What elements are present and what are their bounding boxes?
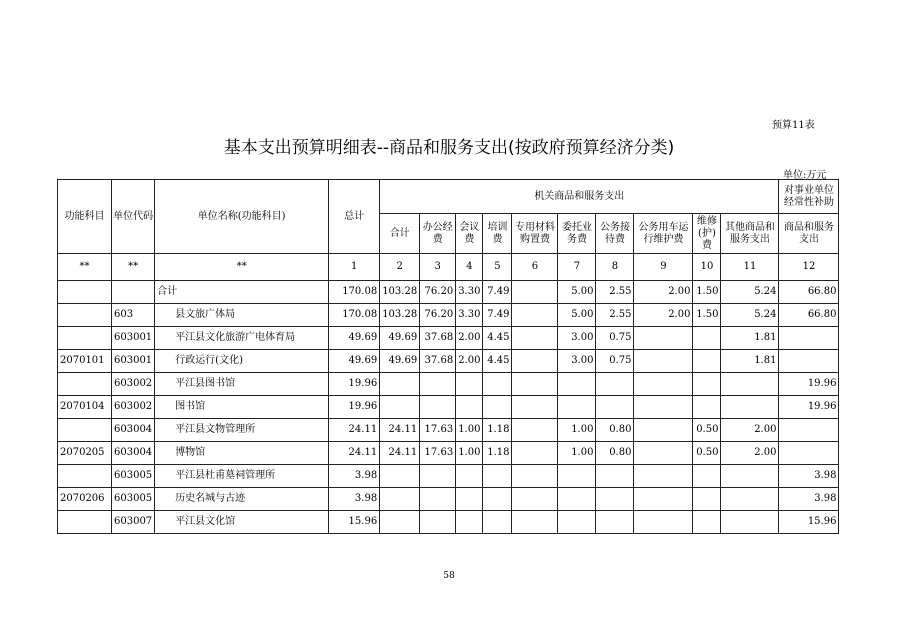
- value-cell: 17.63: [420, 419, 456, 442]
- value-cell: 2.00: [721, 419, 779, 442]
- func-code-cell: [58, 327, 112, 350]
- index-cell: 5: [483, 254, 512, 281]
- unit-name-cell: 合计: [155, 281, 329, 304]
- value-cell: [558, 488, 596, 511]
- value-cell: [634, 442, 693, 465]
- value-cell: [512, 327, 558, 350]
- index-cell: 7: [558, 254, 596, 281]
- table-row: [58, 373, 839, 396]
- value-cell: [483, 396, 512, 419]
- header-col: 其他商品和服务支出: [721, 214, 779, 254]
- value-cell: 0.50: [693, 442, 721, 465]
- unit-code-cell: 603002: [112, 373, 155, 396]
- table-number: 预算11表: [772, 120, 815, 131]
- value-cell: [512, 442, 558, 465]
- value-cell: 5.24: [721, 281, 779, 304]
- value-cell: [721, 488, 779, 511]
- value-cell: 3.00: [558, 327, 596, 350]
- value-cell: 1.50: [693, 304, 721, 327]
- value-cell: 49.69: [329, 327, 380, 350]
- value-cell: [512, 488, 558, 511]
- value-cell: 2.00: [634, 281, 693, 304]
- index-cell: 12: [779, 254, 839, 281]
- value-cell: [420, 373, 456, 396]
- func-code-cell: [58, 511, 112, 534]
- index-cell: 2: [380, 254, 420, 281]
- value-cell: [596, 396, 634, 419]
- value-cell: [420, 465, 456, 488]
- func-code-cell: [58, 373, 112, 396]
- value-cell: 1.00: [558, 419, 596, 442]
- unit-code-cell: 603004: [112, 442, 155, 465]
- value-cell: [558, 511, 596, 534]
- header-total: 总计: [329, 180, 380, 254]
- unit-code-cell: 603007: [112, 511, 155, 534]
- value-cell: [512, 350, 558, 373]
- header-col: 商品和服务支出: [779, 214, 839, 254]
- unit-label: 单位:万元: [783, 170, 827, 181]
- value-cell: [456, 396, 483, 419]
- value-cell: 66.80: [779, 304, 839, 327]
- table-row: [58, 396, 839, 419]
- value-cell: [634, 488, 693, 511]
- value-cell: 49.69: [380, 350, 420, 373]
- index-cell: 10: [693, 254, 721, 281]
- index-cell: **: [112, 254, 155, 281]
- unit-name-cell: 平江县文化馆: [155, 511, 329, 534]
- unit-code-cell: 603001: [112, 350, 155, 373]
- value-cell: 19.96: [329, 396, 380, 419]
- value-cell: 0.80: [596, 442, 634, 465]
- value-cell: [512, 465, 558, 488]
- unit-code-cell: 603001: [112, 327, 155, 350]
- value-cell: 3.30: [456, 281, 483, 304]
- header-col: 培训费: [483, 214, 512, 254]
- value-cell: 103.28: [380, 281, 420, 304]
- value-cell: [721, 511, 779, 534]
- value-cell: [693, 488, 721, 511]
- value-cell: 0.50: [693, 419, 721, 442]
- value-cell: 0.75: [596, 327, 634, 350]
- value-cell: 37.68: [420, 350, 456, 373]
- unit-code-cell: 603004: [112, 419, 155, 442]
- value-cell: 76.20: [420, 304, 456, 327]
- value-cell: [456, 488, 483, 511]
- value-cell: [380, 373, 420, 396]
- value-cell: 1.50: [693, 281, 721, 304]
- value-cell: 2.00: [721, 442, 779, 465]
- value-cell: [483, 511, 512, 534]
- header-col: 委托业务费: [558, 214, 596, 254]
- value-cell: 1.18: [483, 442, 512, 465]
- func-code-cell: 2070104: [58, 396, 112, 419]
- value-cell: 49.69: [380, 327, 420, 350]
- value-cell: [420, 396, 456, 419]
- value-cell: 103.28: [380, 304, 420, 327]
- index-cell: **: [58, 254, 112, 281]
- value-cell: [420, 488, 456, 511]
- value-cell: 3.98: [329, 488, 380, 511]
- value-cell: [779, 442, 839, 465]
- value-cell: 5.00: [558, 281, 596, 304]
- func-code-cell: 2070101: [58, 350, 112, 373]
- value-cell: 3.00: [558, 350, 596, 373]
- value-cell: [512, 419, 558, 442]
- value-cell: [634, 396, 693, 419]
- value-cell: 15.96: [779, 511, 839, 534]
- value-cell: 5.00: [558, 304, 596, 327]
- header-group-subsidy: 对事业单位经常性补助: [779, 180, 839, 214]
- value-cell: [596, 373, 634, 396]
- value-cell: 49.69: [329, 350, 380, 373]
- value-cell: [420, 511, 456, 534]
- value-cell: [596, 511, 634, 534]
- unit-name-cell: 图书馆: [155, 396, 329, 419]
- value-cell: 1.81: [721, 327, 779, 350]
- value-cell: 24.11: [380, 419, 420, 442]
- value-cell: 170.08: [329, 281, 380, 304]
- value-cell: [456, 465, 483, 488]
- value-cell: [512, 373, 558, 396]
- value-cell: [634, 327, 693, 350]
- value-cell: 2.00: [456, 327, 483, 350]
- value-cell: [380, 511, 420, 534]
- func-code-cell: 2070206: [58, 488, 112, 511]
- header-col: 维修(护)费: [693, 214, 721, 254]
- value-cell: [634, 350, 693, 373]
- value-cell: [721, 396, 779, 419]
- table-row: [58, 419, 839, 442]
- unit-code-cell: 603005: [112, 488, 155, 511]
- header-func-code: 功能科目: [58, 180, 112, 254]
- value-cell: 66.80: [779, 281, 839, 304]
- value-cell: 3.98: [779, 465, 839, 488]
- value-cell: 2.00: [456, 350, 483, 373]
- value-cell: [456, 373, 483, 396]
- value-cell: [634, 419, 693, 442]
- value-cell: [693, 350, 721, 373]
- header-unit-name: 单位名称(功能科目): [155, 180, 329, 254]
- value-cell: 15.96: [329, 511, 380, 534]
- value-cell: [558, 396, 596, 419]
- value-cell: 24.11: [380, 442, 420, 465]
- value-cell: [483, 373, 512, 396]
- value-cell: [634, 373, 693, 396]
- value-cell: 7.49: [483, 281, 512, 304]
- value-cell: [380, 488, 420, 511]
- value-cell: 2.55: [596, 281, 634, 304]
- value-cell: [483, 488, 512, 511]
- value-cell: 0.80: [596, 419, 634, 442]
- value-cell: [558, 373, 596, 396]
- unit-name-cell: 平江县文化旅游广电体育局: [155, 327, 329, 350]
- value-cell: 1.00: [558, 442, 596, 465]
- value-cell: [693, 396, 721, 419]
- unit-name-cell: 平江县杜甫墓祠管理所: [155, 465, 329, 488]
- unit-code-cell: 603: [112, 304, 155, 327]
- value-cell: 4.45: [483, 327, 512, 350]
- header-col: 专用材料购置费: [512, 214, 558, 254]
- value-cell: [693, 327, 721, 350]
- func-code-cell: 2070205: [58, 442, 112, 465]
- value-cell: 1.00: [456, 419, 483, 442]
- value-cell: 19.96: [329, 373, 380, 396]
- table-row: [58, 350, 839, 373]
- header-col: 合计: [380, 214, 420, 254]
- value-cell: [693, 373, 721, 396]
- index-cell: 8: [596, 254, 634, 281]
- unit-name-cell: 历史名城与古迹: [155, 488, 329, 511]
- document-title: 基本支出预算明细表--商品和服务支出(按政府预算经济分类): [223, 138, 675, 158]
- value-cell: [779, 419, 839, 442]
- value-cell: 170.08: [329, 304, 380, 327]
- budget-table: [57, 179, 839, 534]
- value-cell: 0.75: [596, 350, 634, 373]
- value-cell: [456, 511, 483, 534]
- value-cell: [596, 488, 634, 511]
- table-row: [58, 465, 839, 488]
- unit-name-cell: 博物馆: [155, 442, 329, 465]
- header-col: 公务用车运行维护费: [634, 214, 693, 254]
- index-row: [58, 254, 839, 281]
- value-cell: 19.96: [779, 396, 839, 419]
- value-cell: 2.55: [596, 304, 634, 327]
- func-code-cell: [58, 304, 112, 327]
- value-cell: [721, 373, 779, 396]
- value-cell: [693, 511, 721, 534]
- value-cell: [380, 396, 420, 419]
- func-code-cell: [58, 281, 112, 304]
- func-code-cell: [58, 465, 112, 488]
- page-number: 58: [443, 571, 455, 581]
- unit-code-cell: [112, 281, 155, 304]
- table-body: [58, 281, 839, 534]
- value-cell: [512, 396, 558, 419]
- table-row: [58, 304, 839, 327]
- value-cell: 2.00: [634, 304, 693, 327]
- header-group-org: 机关商品和服务支出: [380, 180, 779, 214]
- value-cell: 76.20: [420, 281, 456, 304]
- value-cell: [779, 350, 839, 373]
- value-cell: 7.49: [483, 304, 512, 327]
- index-cell: 9: [634, 254, 693, 281]
- header-unit-code: 单位代码: [112, 180, 155, 254]
- value-cell: [512, 281, 558, 304]
- table-row: [58, 327, 839, 350]
- value-cell: [512, 304, 558, 327]
- value-cell: 19.96: [779, 373, 839, 396]
- value-cell: [693, 465, 721, 488]
- index-cell: 3: [420, 254, 456, 281]
- value-cell: 1.18: [483, 419, 512, 442]
- value-cell: [558, 465, 596, 488]
- header-col: 会议费: [456, 214, 483, 254]
- index-cell: 11: [721, 254, 779, 281]
- value-cell: 5.24: [721, 304, 779, 327]
- unit-name-cell: 平江县图书馆: [155, 373, 329, 396]
- index-cell: **: [155, 254, 329, 281]
- value-cell: 3.30: [456, 304, 483, 327]
- table-row: [58, 442, 839, 465]
- table-row: [58, 511, 839, 534]
- value-cell: [596, 465, 634, 488]
- index-cell: 6: [512, 254, 558, 281]
- value-cell: [634, 465, 693, 488]
- value-cell: 24.11: [329, 442, 380, 465]
- value-cell: 3.98: [779, 488, 839, 511]
- value-cell: [634, 511, 693, 534]
- unit-code-cell: 603002: [112, 396, 155, 419]
- value-cell: [380, 465, 420, 488]
- unit-name-cell: 县文旅广体局: [155, 304, 329, 327]
- index-cell: 4: [456, 254, 483, 281]
- header-col: 办公经费: [420, 214, 456, 254]
- value-cell: 1.81: [721, 350, 779, 373]
- value-cell: 1.00: [456, 442, 483, 465]
- unit-name-cell: 行政运行(文化): [155, 350, 329, 373]
- unit-name-cell: 平江县文物管理所: [155, 419, 329, 442]
- header-col: 公务接待费: [596, 214, 634, 254]
- value-cell: 3.98: [329, 465, 380, 488]
- index-cell: 1: [329, 254, 380, 281]
- func-code-cell: [58, 419, 112, 442]
- value-cell: 37.68: [420, 327, 456, 350]
- table-row: [58, 488, 839, 511]
- unit-code-cell: 603005: [112, 465, 155, 488]
- value-cell: [721, 465, 779, 488]
- table-row: [58, 281, 839, 304]
- value-cell: [483, 465, 512, 488]
- value-cell: 4.45: [483, 350, 512, 373]
- value-cell: [512, 511, 558, 534]
- value-cell: 17.63: [420, 442, 456, 465]
- value-cell: [779, 327, 839, 350]
- value-cell: 24.11: [329, 419, 380, 442]
